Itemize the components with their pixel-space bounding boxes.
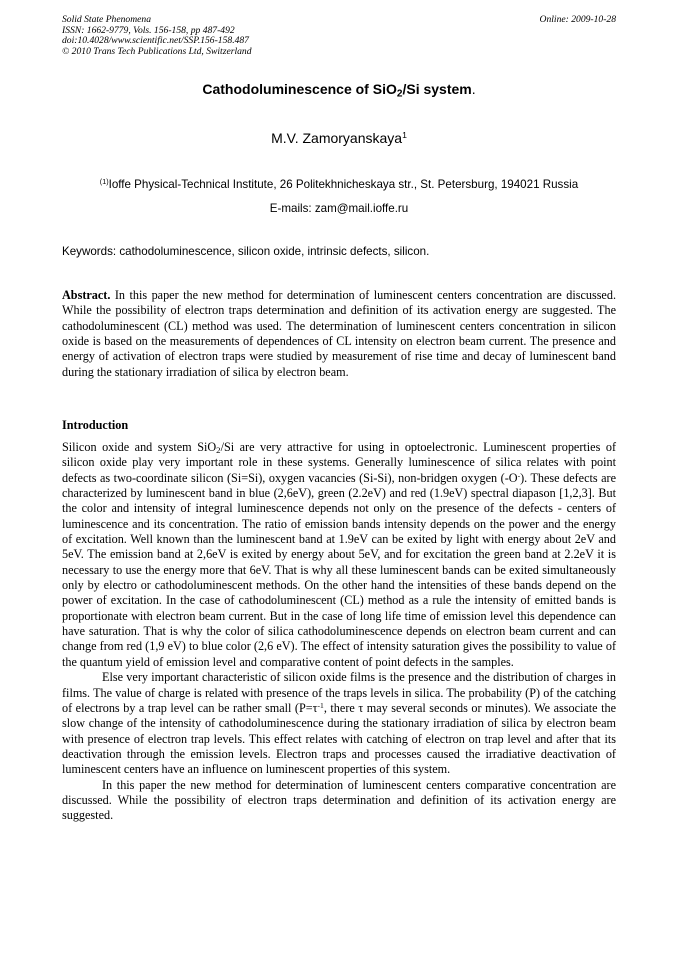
intro-paragraph-2: [62, 670, 616, 777]
intro-p2-a: Else very important characteristic of silicon oxide films is the presence and the distribution of charges in films. The value of charge is related with presence of the traps levels in silica. The probability (P) of the catching of electrons by a trap level can be rather small (P=τ: [62, 670, 616, 715]
journal-issn: ISSN: 1662-9779, Vols. 156-158, pp 487-492: [62, 24, 235, 36]
intro-paragraph-3: In this paper the new method for determination of luminescent centers comparative concentration are discussed. While the possibility of electron traps determination and definition of its activation energy are suggested.: [62, 777, 616, 823]
affiliation-text: Ioffe Physical-Technical Institute, 26 Politekhnicheskaya str., St. Petersburg, 194021 Russia: [108, 178, 579, 191]
online-date: Online: 2009-10-28: [539, 14, 616, 25]
affiliation-mark: (1): [99, 177, 109, 187]
author-mark: 1: [402, 130, 407, 141]
abstract-text: In this paper the new method for determination of luminescent centers concentration are discussed. While the possibility of electron traps determination and definition of its activation energy are suggested. The cathodoluminescent (CL) method was used. The determination of luminescent centers concentration in silicon oxide is based on the measurements of dependences of CL intensity on electron beam current. The presence and energy of activation of electron traps were studied by measurement of rise time and decay of luminescent band during the stationary irradiation of silica by electron beam.: [62, 288, 616, 379]
abstract-label: Abstract.: [62, 288, 111, 302]
affiliation: [62, 178, 616, 191]
journal-name: Solid State Phenomena: [62, 14, 151, 25]
title-dot: .: [471, 81, 476, 97]
intro-p2-b: , there τ may several seconds or minutes). We associate the slow change of the intensity of cathodoluminescence during the stationary irradiation of silica by electron beam with presence of electron trap levels. This effect relates with catching of electron on trap level and after that its deactivation through the emission levels. Electron traps and processes caused the irradiative deactivation of luminescent centers have an influence on luminescent properties of this system.: [62, 700, 616, 777]
author-name: M.V. Zamoryanskaya: [271, 130, 403, 146]
title-part2: /Si system: [402, 81, 472, 97]
email: E-mails: zam@mail.ioffe.ru: [269, 202, 409, 215]
intro-paragraph-1: [62, 440, 616, 670]
author: [62, 130, 616, 146]
paper-title: [62, 81, 616, 100]
intro-p1-c: ). These defects are characterized by luminescent band in blue (2,6eV), green (2.2eV) and red (1.9eV) spectral diapason [1,2,3]. But the color and intensity of integral luminescence depends not only on the presence of the defects - centers of luminescence and its concentration. The ratio of emission bands intensity depends on the power and the energy of excitation. Well known than the luminescent band at 1.9eV can be exited by light with energy about 2eV and 5eV. The emission band at 2,6eV is exited by energy about 5eV, and for excitation the green band at 2.2eV it is necessary to use the energy more that 6eV. That is why all these luminescent bands can be exited simultaneously only by electro or cathodoluminescent methods. On the other hand the intensities of these bands depend on the power of excitation. In the case of cathodoluminescent (CL) method as a rule the intensity of emitted bands is proportionate with electron beam current. But in the case of long life time of emission level this dependence can have saturation. That is why the color of silica cathodoluminescence depends on electron beam current and can change from red (1,9 eV) to blue color (2,6 eV). The effect of intensity saturation gives the possibility to value of the quantum yield of emission level and comparative content of point defects in the samples.: [62, 470, 616, 669]
intro-p2-sup: -1: [317, 700, 324, 710]
journal-meta: [62, 15, 616, 57]
intro-p1-sup: -: [517, 470, 521, 480]
journal-copyright: © 2010 Trans Tech Publications Ltd, Switzerland: [62, 45, 252, 57]
title-part1: Cathodoluminescence of SiO: [202, 81, 397, 97]
intro-p1-sub: 2: [216, 445, 221, 456]
keywords: Keywords: cathodoluminescence, silicon oxide, intrinsic defects, silicon.: [62, 245, 430, 258]
title-subscript: 2: [396, 88, 403, 100]
intro-p1-a: Silicon oxide and system SiO: [62, 440, 217, 454]
intro-p1-b: /Si are very attractive for using in optoelectronic. Luminescent properties of silicon oxide play very important role in these systems. Generally luminescence of silica relates with point defects as two-coordinate silicon (Si=Si), oxygen vacancies (Si-Si), non-bridgen oxygen (-O: [62, 440, 617, 485]
introduction-body: [62, 440, 616, 824]
introduction-heading: Introduction: [62, 418, 129, 432]
abstract: [62, 288, 616, 380]
journal-doi: doi:10.4028/www.scientific.net/SSP.156-158.487: [62, 35, 249, 47]
